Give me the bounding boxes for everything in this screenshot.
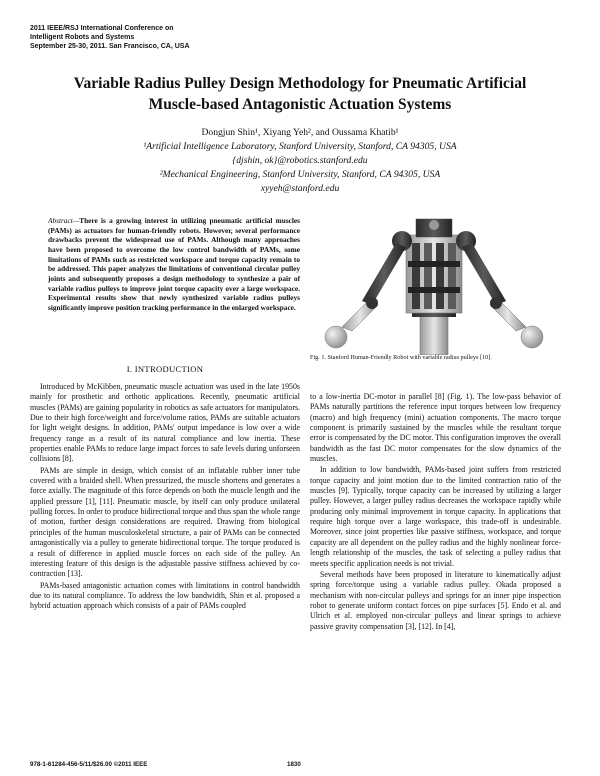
paragraph: In addition to low bandwidth, PAMs-based joint suffers from restricted torque capacity and joint motion due to the limited contraction ratio of the muscles [9]. Typically, torque capacity can be increased by utilizing a larger pulley. However, a larger pulley radius decreases the workspace rapidly while producing only minimal improvement in torque capacity. In applications that require high torque over a large workspace, this trade-off is undesirable. Moreover, since joint properties like passive stiffness, workspace, and torque capacity are all dependent on the pulley radius and the highly nonlinear force-length relationship of the muscles, the task of selecting a pulley radius that meets specific application needs is not trivial. <box>310 465 561 568</box>
abstract-lead: Abstract— <box>48 216 80 225</box>
abstract-text: There is a growing interest in utilizing pneumatic artificial muscles (PAMs) as actuators for human-friendly robots. However, several performance drawbacks prevent the widespread use of PAMs. Although many approaches have been proposed to overcome the low control bandwidth of PAMs, some limitations of PAMs such as restricted workspace and torque capacity remain to be addressed. This paper analyzes the limitations of conventional circular pulley joints and subsequently proposes a design methodology to synthesize a pair of variable radius pulleys to improve joint torque capacity over a large workspace. Experimental results show that newly synthesized variable radius pulleys significantly improve position tracking performance in the enlarged workspace. <box>48 216 300 312</box>
body-column-right <box>310 392 561 754</box>
email-2: xyyeh@stanford.edu <box>260 183 340 194</box>
footer-isbn: 978-1-61284-456-5/11/$26.00 ©2011 IEEE <box>30 761 148 768</box>
paragraph: PAMs-based antagonistic actuation comes with limitations in control bandwidth due to its natural compliance. To address the low bandwidth, Shin et al. proposed a hybrid actuation approach which consists of a pair of PAMs coupled <box>30 580 300 611</box>
paragraph: to a low-inertia DC-motor in parallel [8] (Fig. 1). The low-pass behavior of PAMs naturally partitions the reference input torques between low frequency (macro) and high frequency (mini) actuation components. The macro torque component is primarily sustained by the muscles while the resultant torque error is compensated by the DC motor. This configuration improves the overall bandwidth as the fast DC motor compensates for the slow dynamics of the muscles. <box>310 392 561 464</box>
body-column-left <box>30 382 300 752</box>
section-heading: I. INTRODUCTION <box>126 364 204 374</box>
figure-caption: Fig. 1. Stanford Human-Friendly Robot with variable radius pulleys [10]. <box>310 354 492 361</box>
conference-line-3: September 25-30, 2011. San Francisco, CA, USA <box>30 43 190 50</box>
paragraph: PAMs are simple in design, which consist of an inflatable rubber inner tube covered with a braided shell. When pressurized, the muscle shortens and generates a force axially. The magnitude of this force depends on both the muscle length and the applied pressure [1], [11]. Pneumatic muscle, by itself can only produce unilateral pulling forces. In order to produce bidirectional torque and thus span the whole range of motion, further design considerations are required. Drawing from biological principles of the human musculoskeletal structure, a pair of PAMs can be connected antagonistically via a pulley to generate bidirectional torque. The torque produced is a result of difference in applied muscle forces on each side of the pulley. An interesting feature of this design is the adjustable passive stiffness achieved by co-contraction [13]. <box>30 465 300 579</box>
author-block <box>30 126 570 196</box>
email-1: {djshin, ok}@robotics.stanford.edu <box>232 155 368 166</box>
abstract <box>48 216 300 313</box>
affiliation-1: ¹Artificial Intelligence Laboratory, Stanford University, Stanford, CA 94305, USA <box>143 141 457 152</box>
page-number: 1830 <box>287 761 301 768</box>
robot-figure <box>312 213 556 355</box>
paper-title <box>30 73 570 115</box>
author-names: Dongjun Shin¹, Xiyang Yeh², and Oussama Khatib¹ <box>201 127 399 138</box>
conference-line-2: Intelligent Robots and Systems <box>30 34 135 41</box>
title-line-2: Muscle-based Antagonistic Actuation Systems <box>148 96 452 113</box>
paragraph: Several methods have been proposed in literature to kinematically adjust spring force/torque using a variable radius pulley. Okada proposed a mechanism with non-circular pulleys and springs for an inner pipe inspection robot to generate uniform contact forces on pipe surfaces [5]. Endo et al. and Ulrich et al. employed non-circular pulleys and linear springs to achieve passive gravity compensation [3], [12]. In [4], <box>310 569 561 631</box>
conference-line-1: 2011 IEEE/RSJ International Conference on <box>30 25 174 32</box>
title-line-1: Variable Radius Pulley Design Methodology for Pneumatic Artificial <box>73 75 527 92</box>
affiliation-2: ²Mechanical Engineering, Stanford University, Stanford, CA 94305, USA <box>159 169 441 180</box>
paragraph: Introduced by McKibben, pneumatic muscle actuation was used in the late 1950s mainly for prosthetic and orthotic applications. Recently, pneumatic artificial muscles (PAMs) are gaining popularity in robotics as safe actuators for manipulators. Due to their high force/weight and force/volume ratios, PAMs are suitable actuators for light weight designs. In addition, PAMs' output impedance is low over a wide frequency range as a result of its natural compliance and low inertia. These properties enable PAMs to reduce large impact forces to safe levels during unforseen collisions [8]. <box>30 382 300 464</box>
conference-header <box>30 24 190 51</box>
